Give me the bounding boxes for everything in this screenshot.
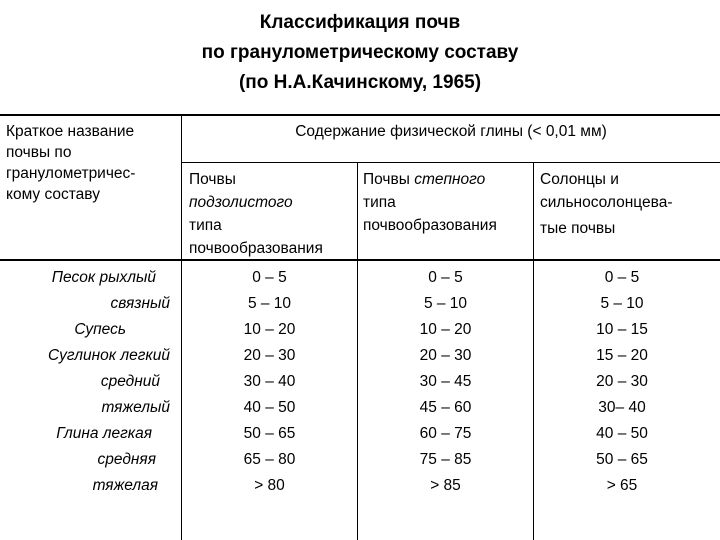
group-header-divider	[182, 162, 720, 163]
soil-name: Супесь	[74, 321, 126, 338]
table-cell: > 80	[254, 477, 285, 494]
table-cell: 40 – 50	[596, 425, 648, 442]
header-line: почвообразования	[189, 240, 323, 257]
table-cell: 30 – 40	[243, 373, 296, 390]
soil-names-column	[0, 265, 170, 499]
header-line: Солонцы и	[540, 171, 619, 188]
table-cell: 20 – 30	[596, 373, 648, 390]
table-cell: 20 – 30	[243, 347, 296, 364]
table-cell: 10 – 20	[419, 321, 472, 338]
header-line: гранулометричес-	[6, 165, 136, 182]
header-line: Краткое название	[6, 123, 135, 140]
table-cell: > 65	[606, 477, 638, 494]
header-line: типа	[363, 194, 396, 211]
table-cell: > 85	[430, 477, 461, 494]
table-cell: 60 – 75	[419, 425, 472, 442]
table-cell: 40 – 50	[243, 399, 296, 416]
solonetz-header	[540, 168, 672, 240]
solonetz-values	[534, 265, 710, 499]
table-cell: 75 – 85	[419, 451, 472, 468]
steppe-header	[363, 168, 497, 237]
header-line: почвообразования	[363, 217, 497, 234]
title-line-1: Классификация почв	[259, 12, 461, 33]
soil-name-header	[6, 121, 135, 205]
table-cell: 0 – 5	[428, 269, 463, 286]
header-line: Почвы	[189, 171, 236, 188]
table-cell: 20 – 30	[419, 347, 472, 364]
table-cell: 15 – 20	[596, 347, 648, 364]
table-cell: 10 – 20	[243, 321, 296, 338]
title-line-3: (по Н.А.Качинскому, 1965)	[238, 72, 482, 93]
podzolic-header	[189, 168, 323, 260]
header-bottom-border	[0, 259, 720, 261]
podzolic-values	[182, 265, 357, 499]
header-word: степного	[414, 171, 486, 188]
header-line: тые почвы	[540, 220, 616, 237]
table-cell: 30– 40	[598, 399, 646, 416]
page-title	[0, 8, 720, 98]
header-line: сильносолонцева-	[540, 194, 673, 211]
soil-name: Глина легкая	[56, 425, 152, 442]
soil-name: связный	[110, 295, 170, 312]
table-cell: 5 – 10	[600, 295, 644, 312]
table-cell: 65 – 80	[243, 451, 296, 468]
header-line: Почвы степного	[363, 171, 486, 188]
table-top-border	[0, 114, 720, 116]
soil-name: тяжелая	[92, 477, 158, 494]
table-cell: 45 – 60	[419, 399, 472, 416]
clay-content-header: Содержание физической глины (< 0,01 мм)	[295, 123, 607, 140]
table-cell: 30 – 45	[419, 373, 472, 390]
header-line: подзолистого	[189, 194, 293, 211]
soil-name: Суглинок легкий	[48, 347, 170, 364]
header-line: типа	[189, 217, 222, 234]
table-cell: 5 – 10	[247, 295, 292, 312]
steppe-values	[358, 265, 533, 499]
soil-name: средняя	[97, 451, 156, 468]
soil-name: Песок рыхлый	[51, 269, 156, 286]
header-line: почвы по	[6, 144, 72, 161]
table-cell: 50 – 65	[596, 451, 648, 468]
table-cell: 5 – 10	[423, 295, 468, 312]
soil-name: тяжелый	[101, 399, 170, 416]
table-cell: 50 – 65	[243, 425, 296, 442]
title-line-2: по гранулометрическому составу	[201, 42, 519, 63]
table-cell: 0 – 5	[252, 269, 287, 286]
table-cell: 10 – 15	[596, 321, 648, 338]
table-cell: 0 – 5	[604, 269, 640, 286]
header-line: кому составу	[6, 186, 100, 203]
soil-name: средний	[100, 373, 160, 390]
